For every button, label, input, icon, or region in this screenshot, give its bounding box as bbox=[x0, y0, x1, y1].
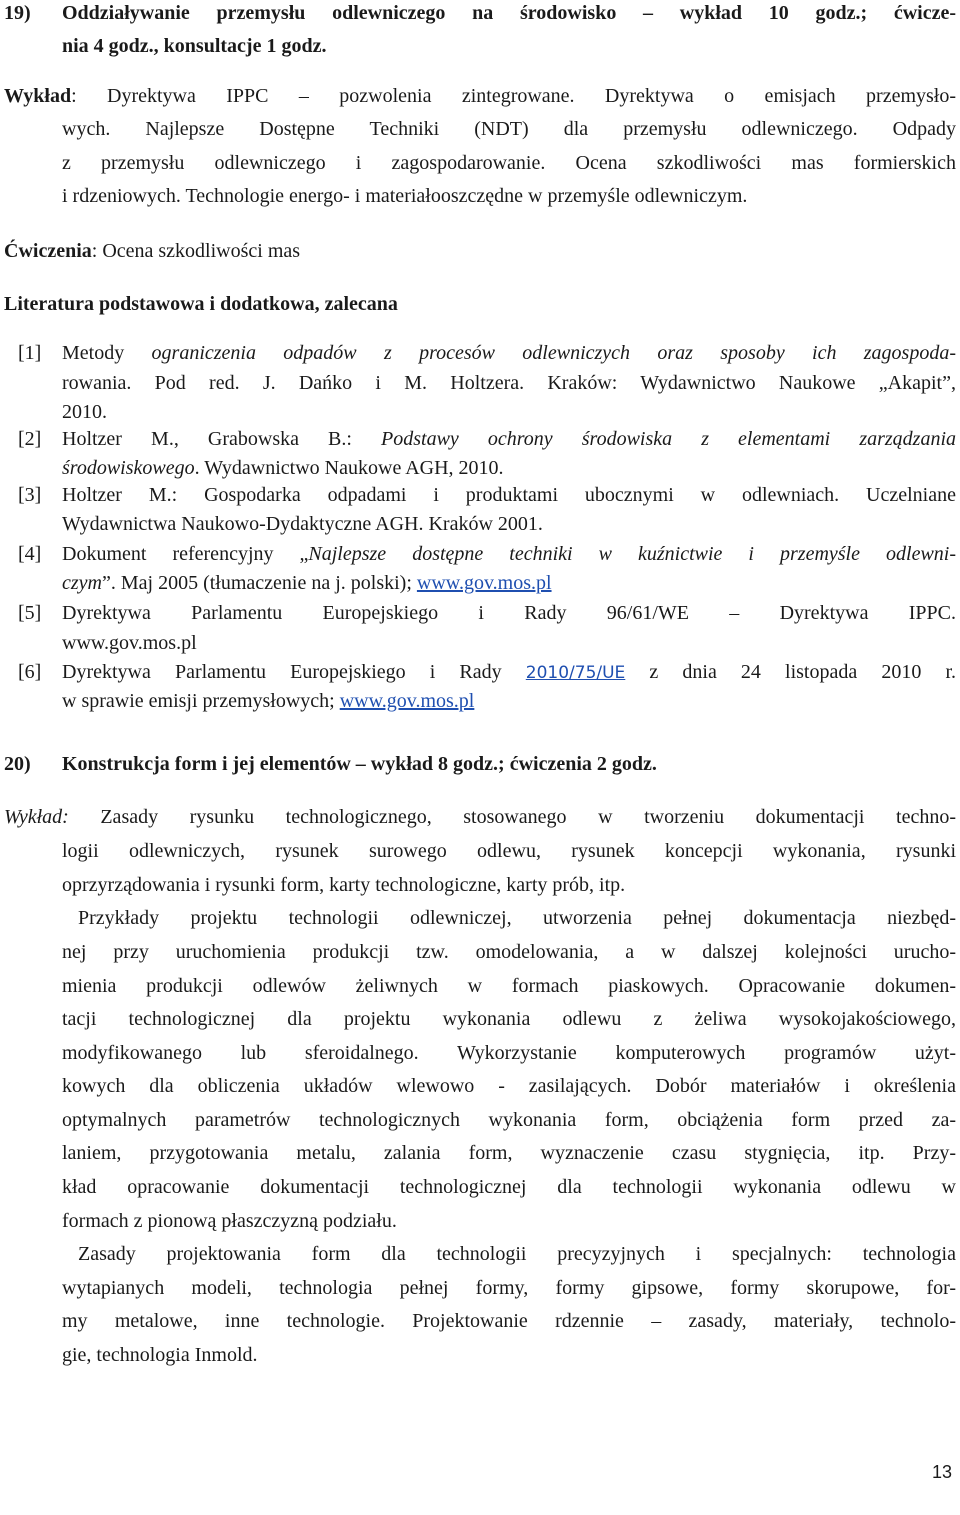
s20-lecture-label: Wykład: bbox=[4, 806, 69, 828]
s19-lecture-text bbox=[4, 83, 956, 109]
lecture-label: Wykład bbox=[4, 85, 72, 107]
section-19-number: 19) bbox=[4, 2, 31, 24]
ref-5-number: [5] bbox=[18, 602, 42, 624]
ref-3-text: Holtzer M.: Gospodarka odpadami i produktami ubocznymi w odlewniach. Uczelniane bbox=[62, 484, 956, 506]
ref-4-text: Dokument referencyjny „Najlepsze dostępne techniki w kuźnictwie i przemyśle odlewni- bbox=[62, 543, 956, 565]
page-number: 13 bbox=[931, 1462, 952, 1482]
section-19-heading-cont: nia 4 godz., konsultacje 1 godz. bbox=[62, 35, 327, 57]
ref-3-number: [3] bbox=[18, 484, 42, 506]
section-20-heading: Konstrukcja form i jej elementów – wykład 8 godz.; ćwiczenia 2 godz. bbox=[62, 753, 657, 775]
ref-1-number: [1] bbox=[18, 342, 42, 364]
section-19-heading: Oddziaływanie przemysłu odlewniczego na środowisko – wykład 10 godz.; ćwicze- bbox=[62, 2, 956, 24]
section-20-number: 20) bbox=[4, 753, 31, 775]
literature-heading: Literatura podstawowa i dodatkowa, zalecana bbox=[4, 293, 398, 315]
exercise-text: : Ocena szkodliwości mas bbox=[91, 240, 301, 262]
ref-6-text: Dyrektywa Parlamentu Europejskiego i Rady 2010/75/UE z dnia 24 listopada 2010 r. bbox=[62, 661, 957, 683]
exercise-label: Ćwiczenia bbox=[4, 240, 92, 262]
ref-2-text: Holtzer M., Grabowska B.: Podstawy ochrony środowiska z elementami zarządzania bbox=[62, 428, 957, 450]
ref-5-text: Dyrektywa Parlamentu Europejskiego i Rady 96/61/WE – Dyrektywa IPPC. bbox=[62, 602, 956, 624]
s19-lecture-l3: z przemysłu odlewniczego i zagospodarowanie. Ocena szkodliwości mas formierskich bbox=[62, 152, 956, 174]
s19-lecture-l1: : Dyrektywa IPPC – pozwolenia zintegrowane. Dyrektywa o emisjach przemysło- bbox=[71, 85, 956, 107]
ref-4-link[interactable]: www.gov.mos.pl bbox=[416, 572, 552, 594]
ref-4-number: [4] bbox=[18, 543, 42, 565]
s20-lecture-text: Wykład: Zasady rysunku technologicznego, stosowanego w tworzeniu dokumentacji techno- bbox=[4, 806, 956, 828]
ref-6-directive-link[interactable]: 2010/75/UE bbox=[525, 663, 626, 683]
s19-lecture-l2: wych. Najlepsze Dostępne Techniki (NDT) dla przemysłu odlewniczego. Odpady bbox=[62, 118, 956, 140]
ref-2-number: [2] bbox=[18, 428, 42, 450]
ref-6-link[interactable]: www.gov.mos.pl bbox=[339, 690, 475, 712]
document-page: 19) Oddziaływanie przemysłu odlewniczego na środowisko – wykład 10 godz.; ćwicze- nia 4 godz., konsultacje 1 godz. Wykład: Dyrektywa IPPC – pozwolenia zintegrowane. Dyrektywa o emisjach przemysło- wych. Najlepsze Dostępne Techniki (NDT) dla przemysłu odlewniczego. Odpady z przemysłu odlewniczego i zagospodarowanie. Ocena szkodliwości mas formierskich i rdzeniowych. Technologie energo- i materiałooszczędne w przemyśle odlewniczym. Ćwiczenia: Ocena szkodliwości mas Literatura podstawowa i dodatkowa, zalecana [1] Metody ograniczenia odpadów z procesów odlewniczych oraz sposoby ich zagospoda- rowania. Pod red. J. Dańko i M. Holtzera. Kraków: Wydawnictwo Naukowe „Akapit”, 2010. [2] Holtzer M., Grabowska B.: Podstawy ochrony środowiska z elementami zarządzania środowiskowego. Wydawnictwo Naukowe AGH, 2010. [3] Holtzer M.: Gospodarka odpadami i produktami ubocznymi w odlewniach. Uczelniane Wydawnictwa Naukowo-Dydaktyczne AGH. Kraków 2001. [4] Dokument referencyjny „Najlepsze dostępne techniki w kuźnictwie i przemyśle odlewni- czym”. Maj 2005 (tłumaczenie na j. polski); www.gov.mos.pl [5] Dyrektywa Parlamentu Europejskiego i Rady 96/61/WE – Dyrektywa IPPC. www.gov.mos.pl [6] Dyrektywa Parlamentu Europejskiego i Rady 2010/75/UE z dnia 24 listopada 2010 r. w sprawie emisji przemysłowych; www.gov.mos.pl 20) Konstrukcja form i jej elementów – wykład 8 godz.; ćwiczenia 2 godz. Wykład: Zasady rysunku technologicznego, stosowanego w tworzeniu dokumentacji techno- logii odlewniczych, rysunek surowego odlewu, rysunek koncepcji wykonania, rysunki oprzyrządowania i rysunki form, karty technologiczne, karty prób, itp. Przykłady projektu technologii odlewniczej, utworzenia pełnej dokumentacja niezbęd- nej przy uruchomienia produkcji tzw. omodelowania, a w dalszej kolejności urucho- mienia produkcji odlewów żeliwnych w formach piaskowych. Opracowanie dokumen- tacji technologicznej dla projektu wykonania odlewu z żeliwa wysokojakościowego, modyfikowanego lub sferoidalnego. Wykorzystanie komputerowych programów użyt- kowych dla obliczenia układów wlewowo - zasilających. Dobór materiałów i określenia optymalnych parametrów technologicznych wykonania form, obciążenia form przed za- laniem, przygotowania metalu, zalania form, wyznaczenie czasu stygnięcia, itp. Przy- kład opracowanie dokumentacji technologicznej dla technologii wykonania odlewu w formach z pionową płaszczyzną podziału. Zasady projektowania form dla technologii precyzyjnych i specjalnych: technologia wytapianych modeli, technologia pełnej formy, formy gipsowe, formy skorupowe, for- my metalowe, inne technologie. Projektowanie rdzennie – zasady, materiały, technolo- gie, technologia Inmold. 13 bbox=[4, 2, 957, 1482]
s19-lecture-l4: i rdzeniowych. Technologie energo- i materiałooszczędne w przemyśle odlewniczym. bbox=[62, 185, 748, 207]
ref-6-number: [6] bbox=[18, 661, 42, 683]
ref-1-text: Metody ograniczenia odpadów z procesów odlewniczych oraz sposoby ich zagospoda- bbox=[62, 342, 957, 364]
